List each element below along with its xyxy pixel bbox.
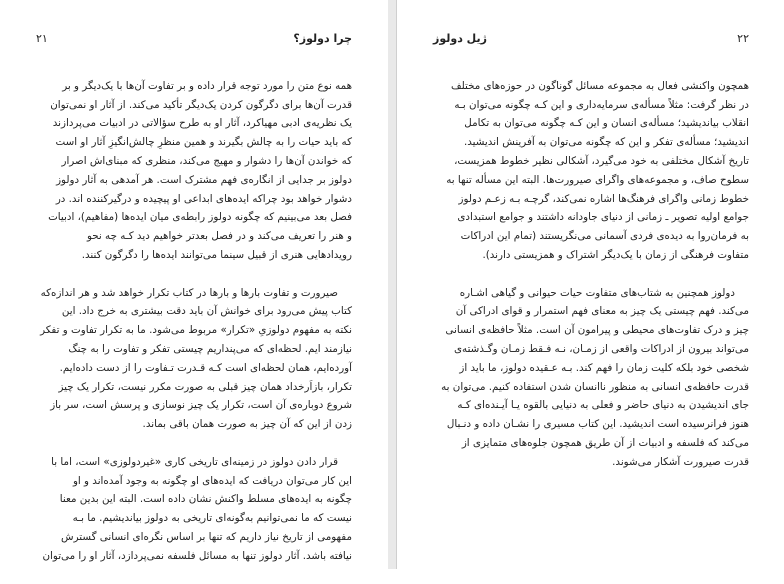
right-page-header: [433, 30, 749, 46]
left-page-body: [36, 58, 352, 584]
book-gutter: [388, 0, 396, 569]
page-number: ۲۲: [737, 31, 749, 45]
paragraph: قرار دادن دولوز در زمینه‌ای تاریخی کاری «غیردولوزی» است، اما با این کار می‌توان دریافت که ایده‌های او چگونه به وجود آمده‌اند و او چگونه به ایده‌های مسلط واکنش نشان داده است. البته این بدین معنا نیست که ما نمی‌توانیم به‌گونه‌ای تاریخی به دولوز بیاندیشیم. ما بـه مفهومی از تاریخ نیاز داریم که تنها بر اساس نگره‌ای انسانی گسترش نیافته باشد. آثار دولوز تنها به مسائل فلسفه نمی‌پردازد، آثار او را می‌توان: [42, 455, 352, 562]
right-page: [396, 0, 784, 569]
left-page-header: [36, 30, 352, 46]
page-number: ۲۱: [36, 31, 48, 45]
left-page: [0, 0, 389, 569]
running-title: ژیل دولوز: [433, 31, 487, 45]
running-title: چرا دولوز؟: [293, 31, 352, 45]
paragraph: همه نوع متن را مورد توجه قرار داده و بر تفاوت آن‌ها با یک‌دیگر و بر قدرت آن‌ها برای دگرگون کردن یک‌دیگر تأکید می‌کند. از آثار او نمی‌توان یک نظریه‌ی ادبی مهیاکرد، آثار او به طرح سؤالاتی در ادبیات می‌پردازند که باید حیات را به چالش بگیرند و همین منظرِ چالش‌انگیزِ آثار او است که خواندن آن‌ها را دشوار و مهیج می‌کند، منظری که مبنای‌اش اصرار دولوز بر جدایی از انگاره‌ی فهم مشترک است. هر آمدهی به آثار دولوز دشوار خواهد بود چراکه ایده‌های ابداعی او پیچیده و درگیرکننده اند. در فصل بعد می‌بینیم که چگونه دولوز رابطه‌ی میان ایده‌ها (مفاهیم)، ادبیات و هنر را تعریف می‌کند و در فصل بعدتر خواهیم دید کـه چه نحو رویدادهایی هنری از قبیل سینما می‌توانند ایده‌ها را دگرگون کنند.: [48, 79, 352, 261]
paragraph: صیرورت و تفاوت بارها و بارها در کتاب تکرار خواهد شد و هر اندازه‌که کتاب پیش می‌رود برای خوانش آن باید دقت بیشتری به خرج داد. این نکته به مفهوم دولوزیِ «تکرار» مربوط می‌شود. ما به تکرار تفاوت و تفکر نیازمند ایم. لحظه‌ای که می‌پنداریم چیستی تفکر و تفاوت را به چنگ آورده‌ایم، همان لحظه‌ای است کـه قـدرت تـفاوت را از دست داده‌ایم. تکرار، بازاَرخداد همان چیز قبلی به صورت مکرر نیست، تکرار یک چیز شروع دوباره‌ی آن است، تکرار یک چیز نوسازی و پرسش است، سر باز زدن از این که آن چیز به صورت همان باقی بماند.: [40, 286, 352, 431]
right-page-body: [433, 58, 749, 490]
paragraph: دولوز همچنین به شتاب‌های متفاوت حیات حیوانی و گیاهی اشـاره می‌کند. فهم چیستی یک چیز به معنای فهم استمرار و قوای ادراکی آن چیز و درک تفاوت‌های محیطی و پیرامون آن است. مثلاً حافظه‌ی انسانی می‌تواند بیرون از ادراکات واقعی از زمـان، نـه فـقط زمـان وگـذشته‌ی شخصی خود بلکه کلیت زمان را فهم کند. بـه عـقیده دولوز، ما باید از قدرت حافظه‌ی انسانی به منظور ناانسان شدن استفاده کنیم. می‌توان به جای اندیشیدن به دنیای حاضر و فعلی به دنیایی بالقوه یـا آیـنده‌ای کـه هنوز فرانرسیده است اندیشید. این کتاب مسیری را نشـان داده و دنـبال می‌کند که فلسفه و ادبیات از آن طریق همچون جلوه‌های متمایزی از قدرت صیرورت آشکار می‌شوند.: [441, 286, 749, 468]
paragraph: همچون واکنشی فعال به مجموعه مسائل گوناگون در حوزه‌های مختلف در نظر گرفت: مثلاً مسأله‌ی سرمایه‌داری و این کـه چگونه می‌توان بـه انقلاب بیاندیشید؛ مسأله‌ی انسان و این کـه چگونه می‌توان به تکامل اندیشید؛ مسأله‌ی تفکر و این که چگونه می‌توان به آفرینش اندیشید. تاریخ آشکال مختلفی به خود می‌گیرد، آشکالی نظیر خطوط همزیست، سطوح صاف، و مجموعه‌های واگرای صیرورت‌ها. البته این مسأله تنها به خطوط زمانی واگرای فرهنگ‌ها اشاره نمی‌کند، گرچـه بـه زعـم دولوز جوامع اولیه تصویر ـ زمانی از دنیای جاودانه داشتند و جوامع استبدادی به فرمان‌روا به دیده‌ی فردی آسمانی می‌نگریستند (تمام این ادراکات متفاوت فرهنگی از زمان با یک‌دیگر اشتراک و همزیستی دارند).: [446, 79, 749, 261]
